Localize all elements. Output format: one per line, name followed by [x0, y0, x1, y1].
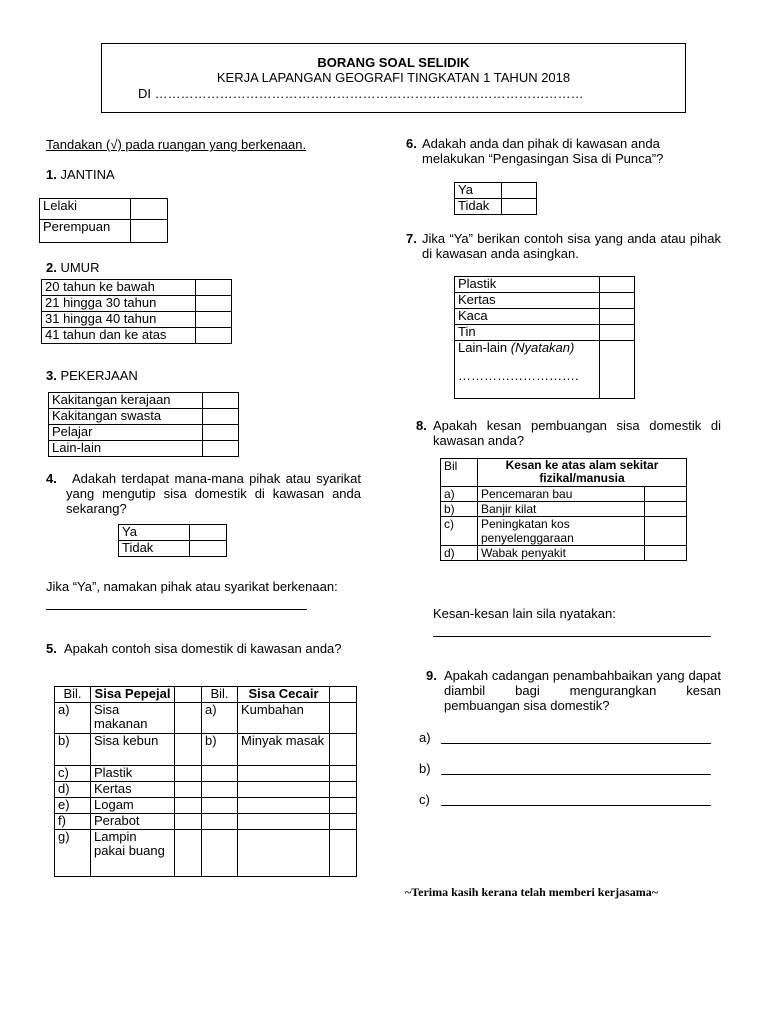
q7-number: 7. — [406, 231, 417, 246]
q5-empty — [238, 782, 330, 798]
q4-option-tidak: Tidak — [119, 541, 190, 557]
q8-other-answer-line[interactable] — [433, 636, 711, 637]
q7-checkbox[interactable] — [600, 293, 635, 309]
q5-empty — [330, 766, 357, 782]
q5-empty — [238, 798, 330, 814]
q7-text: Jika “Ya” berikan contoh sisa yang anda atau pihak di kawasan anda asingkan. — [422, 231, 721, 261]
q8-header-bil: Bil — [441, 459, 478, 487]
q7-checkbox[interactable] — [600, 325, 635, 341]
q7-other-label: Lain-lain — [458, 340, 511, 355]
q5-header-bil2: Bil. — [202, 687, 238, 703]
form-subtitle: KERJA LAPANGAN GEOGRAFI TINGKATAN 1 TAHUN 2018 — [216, 70, 571, 85]
q8-checkbox[interactable] — [645, 487, 687, 502]
q6-checkbox-tidak[interactable] — [502, 199, 537, 215]
q6-option-tidak: Tidak — [455, 199, 502, 215]
q8-number: 8. — [416, 418, 427, 433]
q4-text: Adakah terdapat mana-mana pihak atau syarikat yang mengutip sisa domestik di kawasan anda sekarang? — [66, 471, 361, 516]
q3-label: PEKERJAAN — [60, 368, 138, 383]
q5-solid-checkbox[interactable] — [175, 814, 202, 830]
q1-label: JANTINA — [60, 167, 115, 182]
q5-liquid-bil: b) — [202, 734, 238, 766]
q9-text: Apakah cadangan penambahbaikan yang dapat diambil bagi mengurangkan kesan pembuangan sisa domestik? — [444, 668, 721, 713]
q2-option: 20 tahun ke bawah — [42, 280, 196, 296]
q2-checkbox[interactable] — [196, 328, 232, 344]
q8-effect: Banjir kilat — [478, 502, 645, 517]
q3-number: 3. — [46, 368, 57, 383]
q9-label-b: b) — [419, 761, 431, 776]
q5-solid-item: Plastik — [91, 766, 175, 782]
q5-empty — [202, 814, 238, 830]
q8-other-label: Kesan-kesan lain sila nyatakan: — [433, 606, 616, 621]
location-field[interactable]: DI ……………………………………………………………………………………… — [138, 86, 584, 101]
q9-answer-c[interactable] — [441, 805, 711, 806]
q8-effect: Wabak penyakit — [478, 546, 645, 561]
q5-text: Apakah contoh sisa domestik di kawasan anda? — [64, 641, 342, 656]
q1-checkbox-perempuan[interactable] — [131, 220, 168, 243]
q6-checkbox-ya[interactable] — [502, 183, 537, 199]
q4-checkbox-ya[interactable] — [190, 525, 227, 541]
thank-you-footer: ~Terima kasih kerana telah memberi kerjasama~ — [405, 885, 659, 899]
q5-empty — [202, 798, 238, 814]
q8-effect: Pencemaran bau — [478, 487, 645, 502]
q2-table — [41, 279, 232, 344]
q4-option-ya: Ya — [119, 525, 190, 541]
q6-text: Adakah anda dan pihak di kawasan anda melakukan “Pengasingan Sisa di Punca”? — [422, 136, 664, 166]
q4-checkbox-tidak[interactable] — [190, 541, 227, 557]
q2-option: 21 hingga 30 tahun — [42, 296, 196, 312]
q5-header-bil: Bil. — [55, 687, 91, 703]
q7-checkbox[interactable] — [600, 277, 635, 293]
q2-checkbox[interactable] — [196, 280, 232, 296]
q5-empty — [330, 830, 357, 877]
q5-empty — [238, 814, 330, 830]
q5-solid-bil: a) — [55, 703, 91, 734]
q1-title — [46, 167, 115, 182]
q7-option-other — [455, 341, 600, 399]
q5-solid-item: Sisa makanan — [91, 703, 175, 734]
q7-option: Plastik — [455, 277, 600, 293]
q5-empty — [202, 830, 238, 877]
q5-solid-item: Logam — [91, 798, 175, 814]
q8-effect: Peningkatan kos penyelenggaraan — [478, 517, 645, 546]
q5-solid-item: Kertas — [91, 782, 175, 798]
q8-bil: a) — [441, 487, 478, 502]
q8-checkbox[interactable] — [645, 546, 687, 561]
instruction: Tandakan (√) pada ruangan yang berkenaan. — [46, 137, 307, 152]
q1-number: 1. — [46, 167, 57, 182]
q9-label-a: a) — [419, 730, 431, 745]
q5-solid-item: Lampin pakai buang — [91, 830, 175, 877]
q1-table — [39, 198, 168, 243]
q7-checkbox-other[interactable] — [600, 341, 635, 399]
q5-header-liquid: Sisa Cecair — [238, 687, 330, 703]
q3-checkbox[interactable] — [203, 441, 239, 457]
q5-liquid-item: Kumbahan — [238, 703, 330, 734]
q3-checkbox[interactable] — [203, 393, 239, 409]
q4-follow-text: Jika “Ya”, namakan pihak atau syarikat berkenaan: — [46, 579, 338, 594]
q3-table — [48, 392, 239, 457]
form-title: BORANG SOAL SELIDIK — [317, 55, 470, 70]
q4-number: 4. — [46, 471, 57, 486]
header-box — [101, 43, 686, 113]
q2-checkbox[interactable] — [196, 296, 232, 312]
q1-checkbox-lelaki[interactable] — [131, 199, 168, 220]
q8-text: Apakah kesan pembuangan sisa domestik di kawasan anda? — [433, 418, 721, 448]
q1-option-perempuan: Perempuan — [40, 220, 131, 243]
q5-header-blank — [175, 687, 202, 703]
q3-checkbox[interactable] — [203, 409, 239, 425]
q7-other-dots[interactable]: ………………………. — [458, 368, 579, 383]
q7-other-note: (Nyatakan) — [510, 340, 575, 355]
q5-solid-checkbox[interactable] — [175, 734, 202, 766]
q7-table — [454, 276, 635, 399]
q2-checkbox[interactable] — [196, 312, 232, 328]
q5-solid-item: Sisa kebun — [91, 734, 175, 766]
q5-header-blank2 — [330, 687, 357, 703]
q5-number: 5. — [46, 641, 57, 656]
q2-number: 2. — [46, 260, 57, 275]
q8-bil: c) — [441, 517, 478, 546]
q3-title — [46, 368, 138, 383]
q7-option: Kertas — [455, 293, 600, 309]
q5-solid-checkbox[interactable] — [175, 703, 202, 734]
q8-bil: b) — [441, 502, 478, 517]
q3-option: Pelajar — [49, 425, 203, 441]
q2-option: 31 hingga 40 tahun — [42, 312, 196, 328]
q5-solid-checkbox[interactable] — [175, 766, 202, 782]
q5-solid-bil: d) — [55, 782, 91, 798]
q2-option: 41 tahun dan ke atas — [42, 328, 196, 344]
q5-empty — [330, 798, 357, 814]
q5-empty — [202, 766, 238, 782]
q7-checkbox[interactable] — [600, 309, 635, 325]
q8-header-effect: Kesan ke atas alam sekitar fizikal/manusia — [478, 459, 687, 487]
q5-header-solid: Sisa Pepejal — [91, 687, 175, 703]
q7-option: Tin — [455, 325, 600, 341]
q2-label: UMUR — [60, 260, 100, 275]
q5-liquid-item: Minyak masak — [238, 734, 330, 766]
q5-solid-bil: c) — [55, 766, 91, 782]
q4-answer-line[interactable] — [46, 609, 307, 610]
q4-table — [118, 524, 227, 557]
q5-table — [54, 686, 357, 877]
q3-option: Lain-lain — [49, 441, 203, 457]
q9-label-c: c) — [419, 792, 430, 807]
q5-empty — [238, 766, 330, 782]
q8-table — [440, 458, 687, 561]
q5-empty — [330, 814, 357, 830]
q9-answer-b[interactable] — [441, 774, 711, 775]
q5-empty — [238, 830, 330, 877]
q5-solid-checkbox[interactable] — [175, 830, 202, 877]
q5-solid-bil: g) — [55, 830, 91, 877]
q6-table — [454, 182, 537, 215]
q5-liquid-checkbox[interactable] — [330, 734, 357, 766]
q5-solid-bil: f) — [55, 814, 91, 830]
q8-bil: d) — [441, 546, 478, 561]
q5-solid-checkbox[interactable] — [175, 798, 202, 814]
q6-option-ya: Ya — [455, 183, 502, 199]
q2-title — [46, 260, 99, 275]
q3-checkbox[interactable] — [203, 425, 239, 441]
q5-liquid-checkbox[interactable] — [330, 703, 357, 734]
q3-option: Kakitangan swasta — [49, 409, 203, 425]
q6-number: 6. — [406, 136, 417, 151]
q3-option: Kakitangan kerajaan — [49, 393, 203, 409]
q8-checkbox[interactable] — [645, 502, 687, 517]
q5-solid-bil: e) — [55, 798, 91, 814]
q9-answer-a[interactable] — [441, 743, 711, 744]
q9-number: 9. — [426, 668, 437, 683]
q5-liquid-bil: a) — [202, 703, 238, 734]
q5-solid-bil: b) — [55, 734, 91, 766]
q1-option-lelaki: Lelaki — [40, 199, 131, 220]
q7-option: Kaca — [455, 309, 600, 325]
q5-empty — [330, 782, 357, 798]
q5-empty — [202, 782, 238, 798]
q5-solid-item: Perabot — [91, 814, 175, 830]
q8-checkbox[interactable] — [645, 517, 687, 546]
q5-solid-checkbox[interactable] — [175, 782, 202, 798]
